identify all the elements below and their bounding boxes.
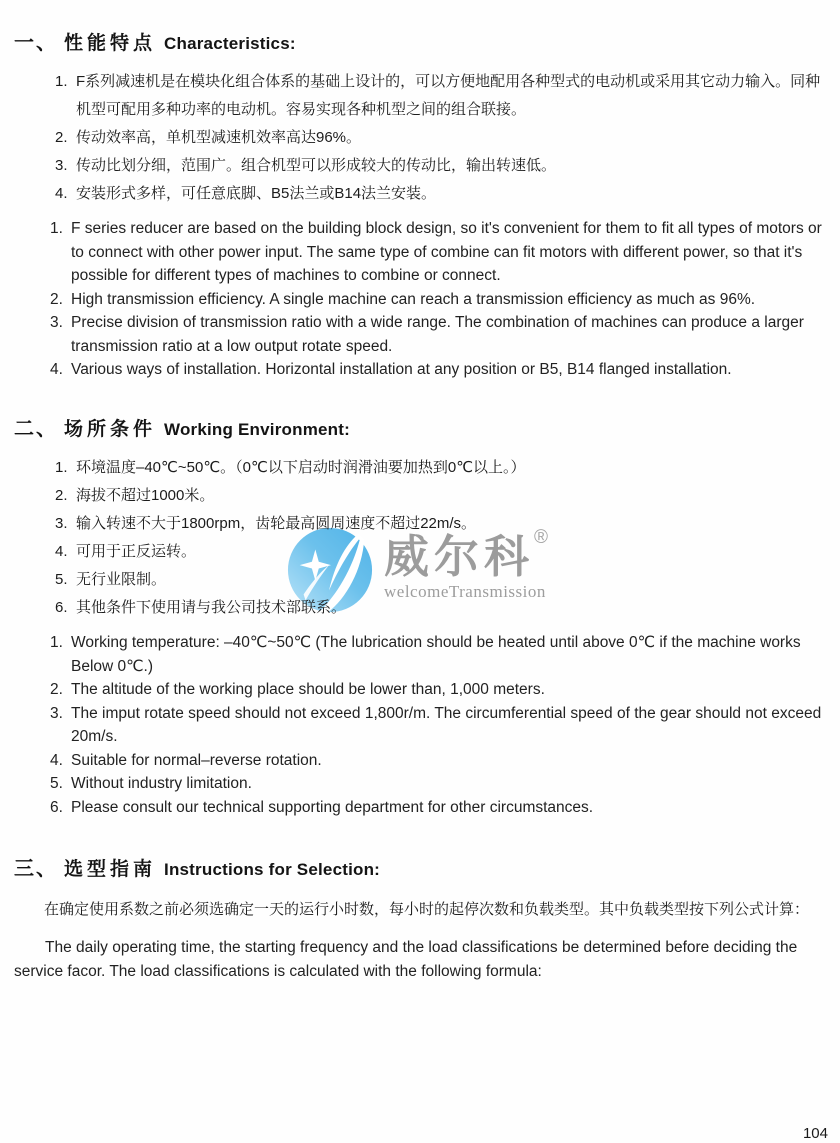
list-item (55, 68, 832, 124)
environment-list-en (50, 631, 836, 819)
item-text: 环境温度–40℃~50℃。（0℃以下启动时润滑油要加热到0℃以上。） (76, 459, 526, 476)
section-1-title-zh: 性能特点 (64, 33, 157, 54)
item-number: 2. (50, 681, 63, 698)
item-text: Please consult our technical supporting department for other circumstances. (71, 798, 594, 816)
section-characteristics (0, 26, 840, 382)
list-item (55, 482, 832, 510)
list-item (55, 454, 832, 482)
item-number: 1. (50, 634, 63, 651)
section-2-marker: 二、 (14, 418, 58, 440)
logo-name-zh: 威尔科 (384, 531, 535, 582)
item-number: 3. (50, 704, 63, 722)
item-number: 5. (55, 571, 68, 588)
list-item (50, 772, 836, 796)
characteristics-list-zh (55, 68, 832, 208)
page-number: 104 (802, 1124, 828, 1142)
item-text: 输入转速不大于1800rpm，齿轮最高圆周速度不超过22m/s。 (76, 515, 477, 532)
item-number: 4. (50, 751, 63, 769)
item-number: 2. (55, 487, 68, 504)
section-2-title-en: Working Environment: (164, 420, 350, 439)
section-selection-instructions (0, 852, 840, 984)
section-working-environment (0, 412, 840, 819)
list-item (50, 288, 836, 312)
item-text: Suitable for normal–reverse rotation. (71, 751, 322, 769)
item-number: 6. (50, 798, 63, 816)
item-number: 3. (55, 157, 68, 174)
item-number: 1. (55, 459, 68, 476)
item-text: F系列减速机是在模块化组合体系的基础上设计的，可以方便地配用各种型式的电动机或采用其它动力输入。同种机型可配用多种功率的电动机。容易实现各种机型之间的组合联接。 (76, 73, 821, 118)
list-item (55, 124, 832, 152)
list-item (50, 311, 836, 358)
list-item (55, 152, 832, 180)
list-item (50, 796, 836, 820)
item-text: Precise division of transmission ratio with a wide range. The combination of machines can produce a larger transmission ratio at a low output rotate speed. (71, 314, 804, 355)
item-number: 4. (55, 185, 68, 202)
item-text: 传动效率高，单机型减速机效率高达96%。 (76, 129, 362, 146)
item-number: 4. (50, 361, 63, 378)
list-item (50, 217, 836, 288)
list-item (50, 678, 836, 702)
list-item (55, 538, 832, 566)
item-text: Without industry limitation. (71, 775, 252, 792)
registered-trademark-icon: ® (534, 527, 549, 548)
environment-list-zh (55, 454, 832, 622)
list-item (55, 566, 832, 594)
logo-name-en: welcomeTransmission (384, 582, 546, 601)
list-item (55, 510, 832, 538)
item-text: 其他条件下使用请与我公司技术部联系。 (76, 599, 347, 616)
item-number: 3. (55, 515, 68, 532)
item-text: Working temperature: –40℃~50℃ (The lubrication should be heated until above 0℃ if the machine works Below 0℃.) (71, 634, 801, 675)
item-text: Various ways of installation. Horizontal installation at any position or B5, B14 flanged installation. (71, 361, 732, 378)
selection-paragraph-en: The daily operating time, the starting frequency and the load classifications be determined before deciding the service facor. The load classifications is calculated with the following formula: (14, 939, 798, 980)
item-text: 可用于正反运转。 (76, 543, 197, 560)
item-number: 1. (55, 73, 68, 90)
item-number: 4. (55, 543, 68, 560)
selection-paragraph-zh: 在确定使用系数之前必须选确定一天的运行小时数，每小时的起停次数和负载类型。其中负载类型按下列公式计算： (44, 901, 810, 918)
section-1-title-en: Characteristics: (164, 34, 296, 53)
item-number: 1. (50, 220, 63, 237)
list-item (50, 749, 836, 773)
characteristics-list-en (50, 217, 836, 382)
section-3-heading (14, 852, 840, 881)
list-item (55, 594, 832, 622)
list-item (50, 702, 836, 749)
item-number: 2. (50, 290, 63, 308)
item-text: F series reducer are based on the building block design, so it's convenient for them to fit all types of motors or to connect with other power input. The same type of combine can fit motors with different power, so that it's possible for different types of machines to combine or connect. (71, 220, 822, 284)
item-text: The altitude of the working place should be lower than, 1,000 meters. (71, 681, 545, 698)
item-number: 5. (50, 775, 63, 792)
item-text: High transmission efficiency. A single machine can reach a transmission efficiency as much as 96%. (71, 290, 756, 308)
list-item (50, 358, 836, 382)
section-2-heading (14, 412, 840, 441)
item-text: 安装形式多样，可任意底脚、B5法兰或B14法兰安装。 (76, 185, 437, 202)
item-number: 3. (50, 314, 63, 331)
section-3-marker: 三、 (14, 858, 58, 880)
item-number: 6. (55, 599, 68, 616)
list-item (55, 180, 832, 208)
section-1-heading (14, 26, 840, 55)
list-item (50, 631, 836, 678)
item-text: 传动比划分细，范围广。组合机型可以形成较大的传动比，输出转速低。 (76, 157, 557, 174)
section-1-marker: 一、 (14, 32, 58, 54)
item-text: 海拔不超过1000米。 (76, 487, 215, 504)
item-text: 无行业限制。 (76, 571, 167, 588)
section-3-title-zh: 选型指南 (64, 859, 157, 880)
item-text: The imput rotate speed should not exceed 1,800r/m. The circumferential speed of the gear should not exceed 20m/s. (71, 704, 822, 745)
section-3-title-en: Instructions for Selection: (164, 860, 381, 879)
section-2-title-zh: 场所条件 (64, 419, 157, 440)
item-number: 2. (55, 129, 68, 146)
